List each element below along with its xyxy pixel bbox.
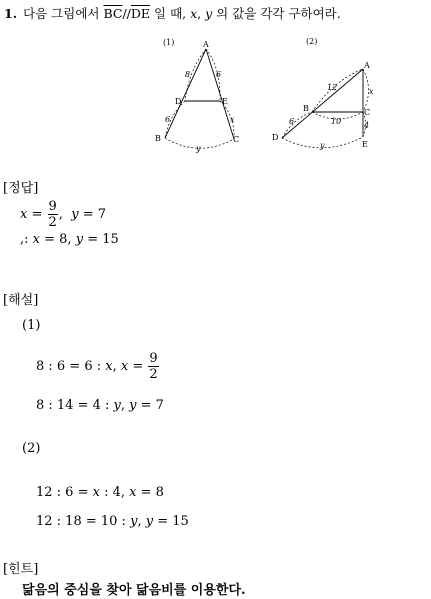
solution-1-line-a: 8 : 6 = 6 : x, x = $\frac{9}{2}$ [36,351,158,382]
answer-header: [정답] [3,181,39,196]
figure-2 [268,32,383,157]
answer-line-1: x = $\frac{9}{2}$ , y = 7 [20,199,106,230]
label-ec: x [230,115,235,124]
arc-ac [363,69,369,112]
solution-fraction: $\frac{9}{2}$ [149,351,158,382]
label-ad: 8 [185,70,191,79]
vertex-b: B [155,134,161,143]
figure-1-label: (1) [163,38,175,47]
solution-2-line-a: 12 : 6 = x : 4, x = 8 [36,485,164,500]
figure-1 [145,32,255,157]
question-text: 1. 다음 그림에서 $\overline{BC}//\overline{DE}$ 일 때, x, y 의 값을 각각 구하여라. [4,6,341,21]
hint-text: 닮음의 중심을 찾아 닮음비를 이용한다. [22,583,246,598]
label-ab: 12 [327,83,338,92]
hint-header: [힌트] [3,562,39,577]
solution-2-line-b: 12 : 18 = 10 : y, y = 15 [36,514,189,529]
solution-header: [해설] [3,293,39,308]
line-ab [165,49,206,138]
label-bc: y [196,144,201,153]
vertex-a: A [203,40,209,49]
figure-2-label: (2) [306,37,318,46]
vertex-e: E [362,140,368,149]
line-ad [282,69,363,138]
question-number: 1. [4,6,18,21]
vertex-b: B [303,104,309,113]
label-ac: x [369,87,374,96]
answer-line-2: ,: x = 8, y = 15 [20,232,119,247]
answer-fraction: $\frac{9}{2}$ [48,199,57,230]
solution-part-1-label: (1) [22,318,41,333]
segment-de: $\overline{DE}$ [130,6,151,21]
label-bd: 6 [289,117,295,126]
label-ce: 4 [364,121,370,130]
vertex-c: C [364,108,371,117]
vertex-c: C [233,135,240,144]
vertex-d: D [272,133,279,142]
label-de: y [320,141,325,150]
solution-part-2-label: (2) [22,441,41,456]
segment-bc: $\overline{BC}$ [103,6,123,21]
vertex-d: D [175,97,182,106]
vertex-a: A [364,61,370,70]
solution-1-line-b: 8 : 14 = 4 : y, y = 7 [36,398,164,413]
label-bc: 10 [331,117,342,126]
vertex-e: E [222,97,228,106]
label-db: 6 [165,115,171,124]
label-ae: 6 [216,70,222,79]
